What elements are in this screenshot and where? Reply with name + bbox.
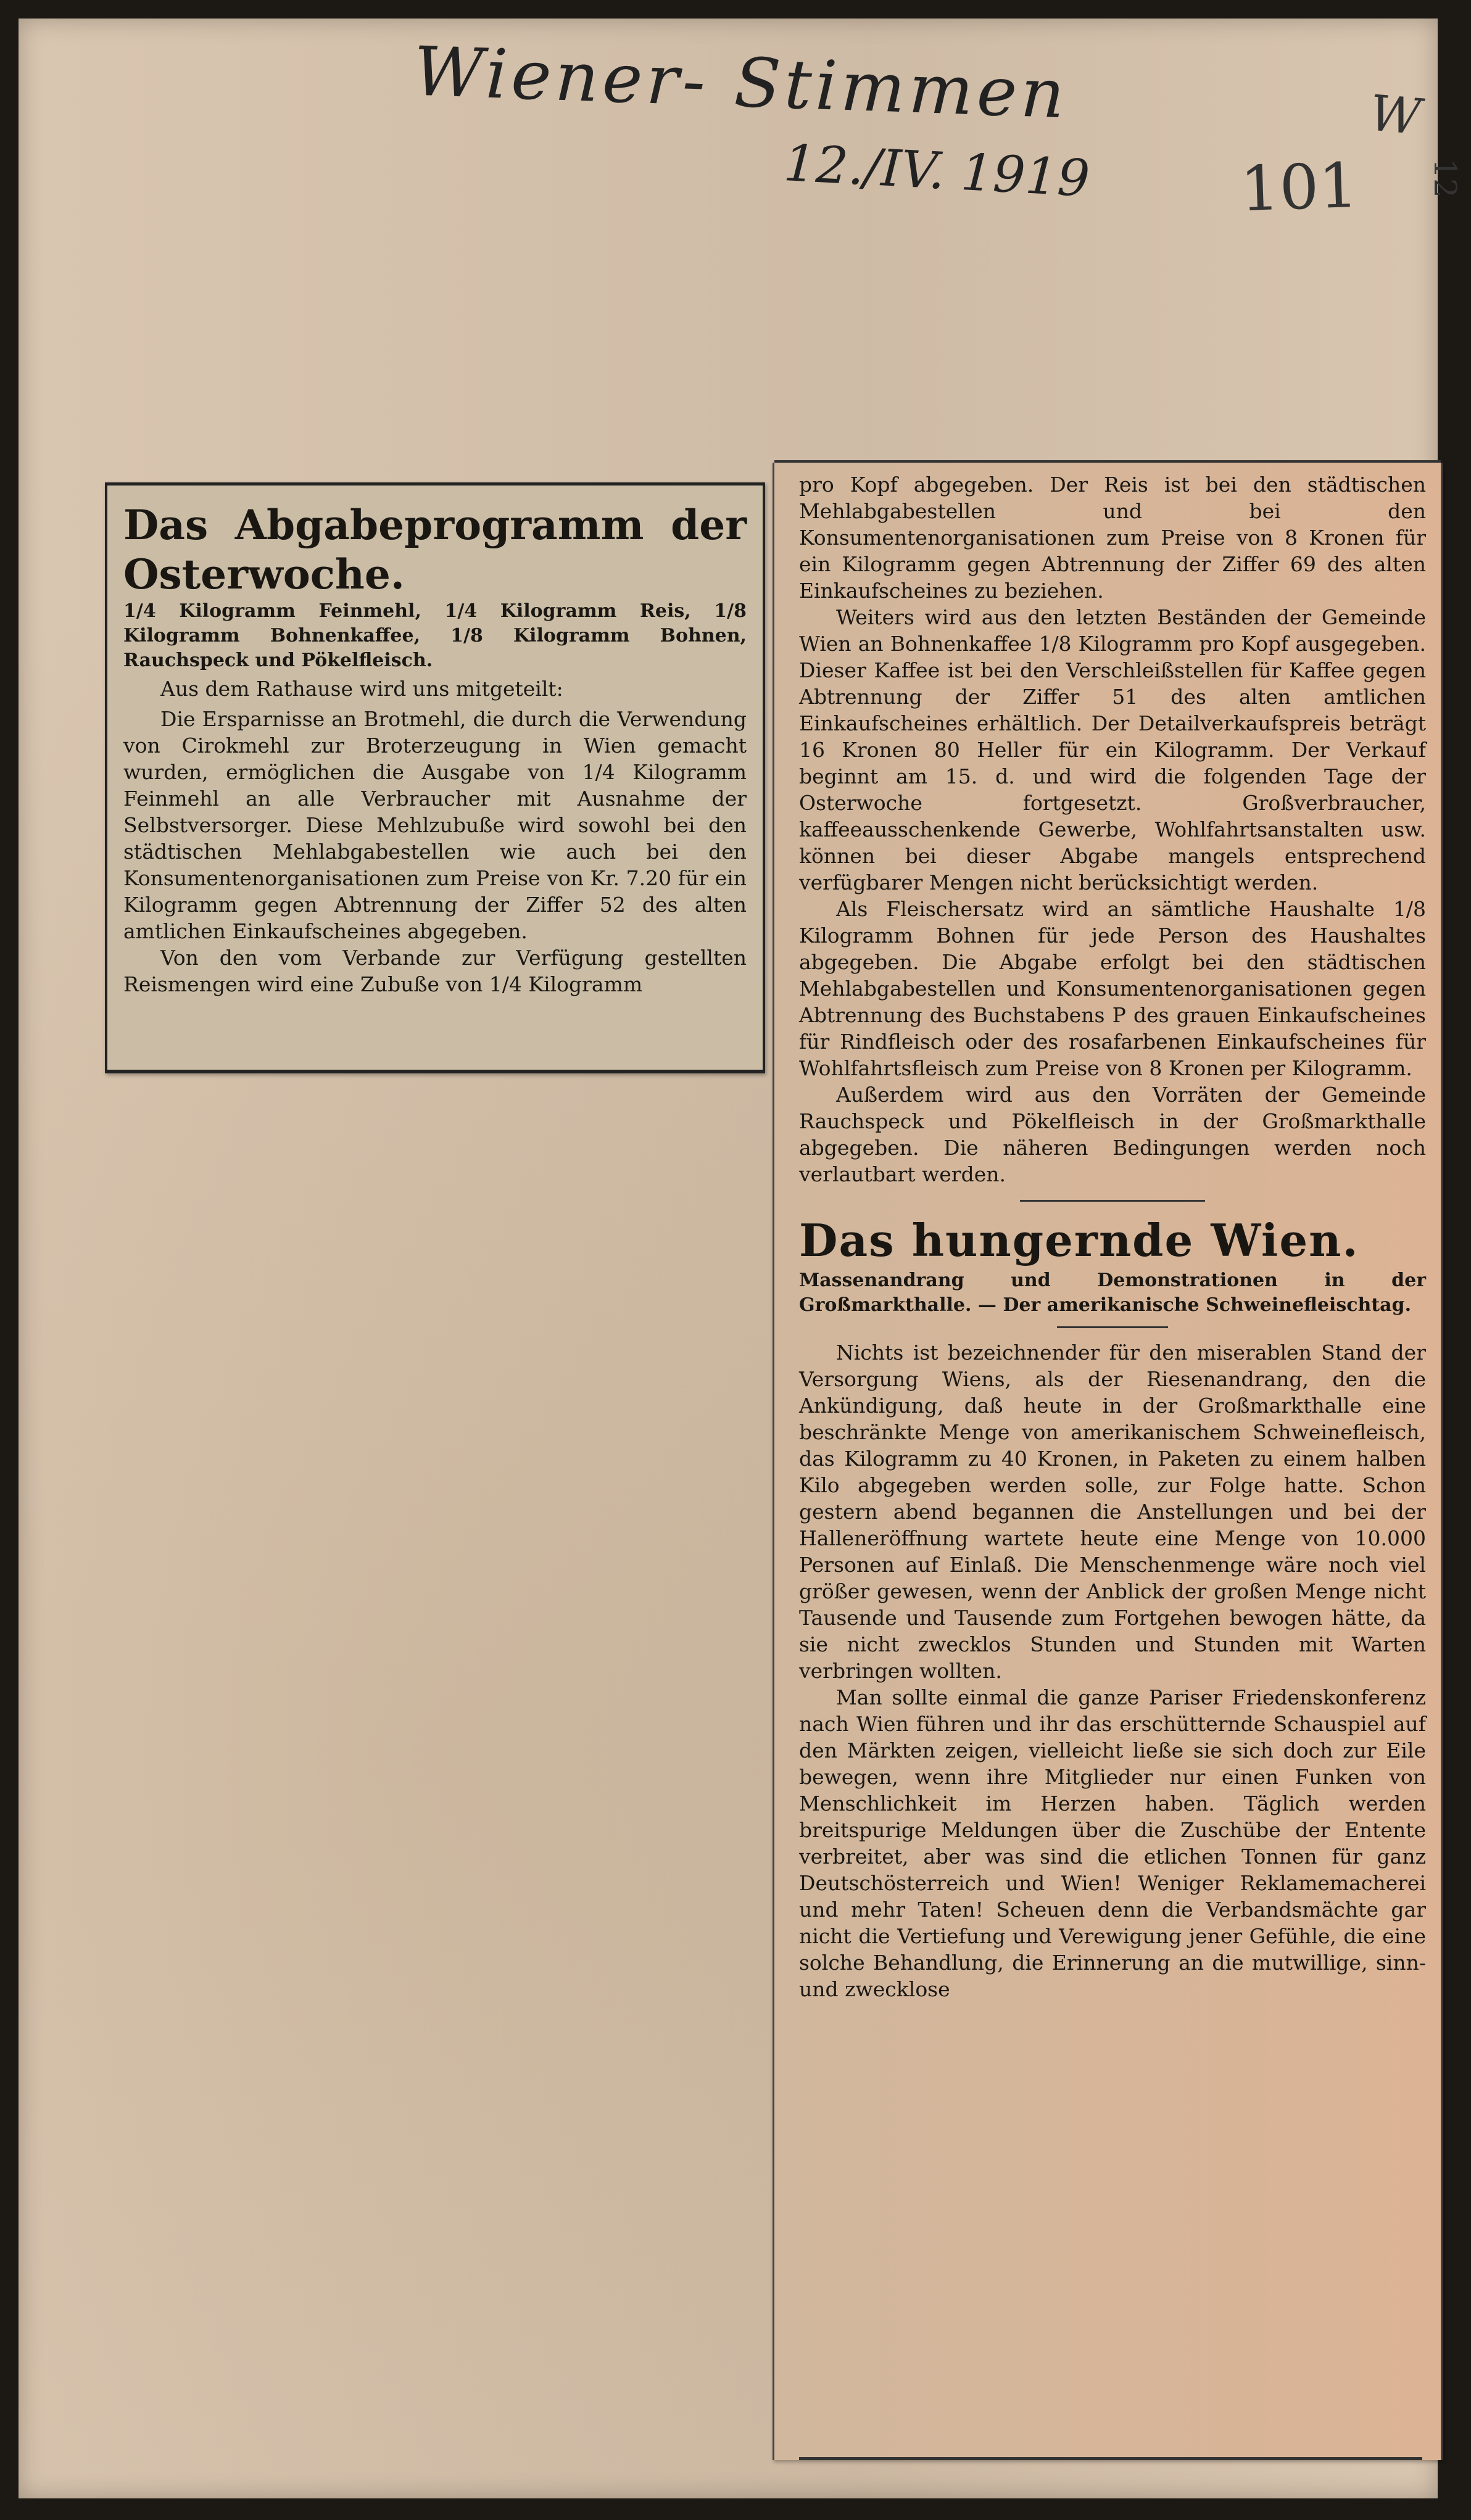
article1-lead: Aus dem Rathause wird uns mitgeteilt: [160,677,563,701]
article1-title: Das Abgabeprogramm der Osterwoche. [123,501,747,598]
clipping-column-two [773,463,1443,2460]
article1-paragraph: Von den vom Verbande zur Verfügung gestellten Reismengen wird eine Zubuße von 1/4 Kilogramm [123,946,747,996]
column-bottom-rule [799,2457,1422,2460]
archive-sheet [19,19,1463,2498]
column2-paragraph: Als Fleischersatz wird an sämtliche Haushalte 1/8 Kilogramm Bohnen für jede Person des Haushaltes abgegeben. Die Abgabe erfolgt bei den städtischen Mehlabgabestellen und Konsumentenorganisationen gegen Abtrennung des Buchstabens P des grauen Einkaufscheines für Rindfleisch oder des rosafarbenen Einkaufscheines für Wohlfahrtsfleisch zum Preise von 8 Kronen per Kilogramm. [799,897,1426,1080]
article2-title: Das hungernde Wien. [799,1214,1359,1266]
clipping-osterwoche [105,482,765,1073]
handwritten-newspaper-name: Wiener- Stimmen [412,31,1070,134]
handwritten-side-mark: 12 [1427,159,1463,198]
column-top-rule [774,460,1441,463]
handwritten-corner-mark: W [1367,84,1423,146]
article1-paragraph: Die Ersparnisse an Brotmehl, die durch die Verwendung von Cirokmehl zur Broterzeugung in Wien gemacht wurden, ermöglichen die Ausgabe von 1/4 Kilogramm Feinmehl an alle Verbraucher mit Ausnahme der Selbstversorger. Diese Mehlzubuße wird sowohl bei den städtischen Mehlabgabestellen wie auch bei den Konsumentenorganisationen zum Preise von Kr. 7.20 für ein Kilogramm gegen Abtrennung der Ziffer 52 des alten amtlichen Einkaufscheines abgegeben. [123,707,747,943]
column2-paragraph: Außerdem wird aus den Vorräten der Gemeinde Rauchspeck und Pökelfleisch in der Großmarkthalle abgegeben. Die näheren Bedingungen werden noch verlautbart werden. [799,1083,1426,1186]
article1-summary: 1/4 Kilogramm Feinmehl, 1/4 Kilogramm Reis, 1/8 Kilogramm Bohnenkaffee, 1/8 Kilogramm Bohnen, Rauchspeck und Pökelfleisch. [123,600,747,671]
column2-paragraph: pro Kopf abgegeben. Der Reis ist bei den städtischen Mehlabgabestellen und bei den Konsumentenorganisationen zum Preise von 8 Kronen für ein Kilogramm gegen Abtrennung der Ziffer 69 des alten Einkaufscheines zu beziehen. [799,473,1426,603]
handwritten-page-number: 101 [1239,149,1359,226]
section-divider [1020,1200,1205,1202]
column2-paragraph: Weiters wird aus den letzten Beständen der Gemeinde Wien an Bohnenkaffee 1/8 Kilogramm pro Kopf ausgegeben. Dieser Kaffee ist bei den Verschleißstellen für Kaffee gegen Abtrennung der Ziffer 51 des alten amtlichen Einkaufscheines erhältlich. Der Detailverkaufspreis beträgt 16 Kronen 80 Heller für ein Kilogramm. Der Verkauf beginnt am 15. d. und wird die folgenden Tage der Osterwoche fortgesetzt. Großverbraucher, kaffeeausschenkende Gewerbe, Wohlfahrtsanstalten usw. können bei dieser Abgabe mangels entsprechend verfügbarer Mengen nicht berücksichtigt werden. [799,605,1426,894]
article2-subtitle: Massenandrang und Demonstrationen in der Großmarkthalle. — Der amerikanische Schweinefleischtag. [799,1270,1426,1316]
article2-paragraph: Nichts ist bezeichnender für den miserablen Stand der Versorgung Wiens, als der Riesenandrang, den die Ankündigung, daß heute in der Großmarkthalle eine beschränkte Menge von amerikanischem Schweinefleisch, das Kilogramm zu 40 Kronen, in Paketen zu einem halben Kilo abgegeben werden solle, zur Folge hatte. Schon gestern abend begannen die Anstellungen und bei der Halleneröffnung wartete heute eine Menge von 10.000 Personen auf Einlaß. Die Menschenmenge wäre noch viel größer gewesen, wenn der Anblick der großen Menge nicht Tausende und Tausende zum Fortgehen bewogen hätte, da sie nicht zwecklos Stunden und Stunden mit Warten verbringen wollten. [799,1341,1426,1683]
handwritten-date: 12./IV. 1919 [782,134,1092,209]
subtitle-divider [1057,1326,1168,1328]
article2-paragraph: Man sollte einmal die ganze Pariser Friedenskonferenz nach Wien führen und ihr das erschütternde Schauspiel auf den Märkten zeigen, vielleicht ließe sie sich doch zur Eile bewegen, wenn ihre Mitglieder nur einen Funken von Menschlichkeit im Herzen haben. Täglich werden breitspurige Meldungen über die Zuschübe der Entente verbreitet, aber was sind die etlichen Tonnen für ganz Deutschösterreich und Wien! Weniger Reklamemacherei und mehr Taten! Scheuen denn die Verbandsmächte gar nicht die Vertiefung und Verewigung jener Gefühle, die eine solche Behandlung, die Erinnerung an die mutwillige, sinn- und zwecklose [799,1685,1426,2001]
